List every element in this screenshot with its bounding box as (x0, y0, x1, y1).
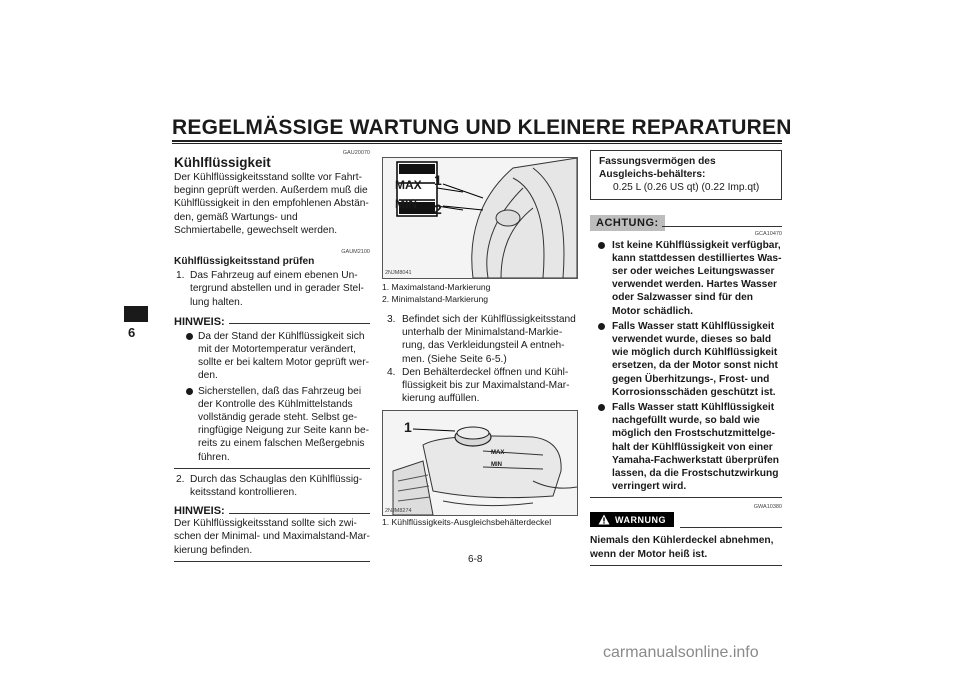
bullet-icon (598, 242, 605, 249)
max-label: MAX (491, 450, 505, 456)
watermark-link[interactable]: carmanualsonline.info (603, 644, 759, 661)
page-number: 6-8 (468, 554, 483, 565)
section-rule (174, 468, 370, 469)
caption-item: 2. Minimalstand-Markierung (382, 293, 489, 304)
warnung-badge (590, 512, 674, 527)
hinweis-bullet (174, 330, 370, 383)
hinweis-text: Der Kühlflüssigkeitsstand sollte sich zwi-schen der Minimal- und Maximalstand-Mar-kierung befinden. (174, 518, 370, 556)
doc-code: GAUM2100 (341, 249, 370, 256)
step-item (174, 473, 370, 499)
step-number: 1. (176, 270, 185, 282)
intro-paragraph: Der Kühlflüssigkeitsstand sollte vor Fahrt-beginn geprüft werden. Außerdem muß die Kühlflüssigkeit in den empfohlenen Abstän-den, gemäß Wartungs- und Schmiertabelle, gewechselt werden. (174, 172, 369, 236)
callout-1: 1 (434, 172, 442, 188)
figure1-captions (382, 282, 582, 305)
step-item (174, 269, 370, 309)
step-text: Befindet sich der Kühlflüssigkeitsstand unterhalb der Minimalstand-Markie-rung, das Verkleidungsteil A entneh-men. (Siehe Seite 6-5.) (402, 314, 576, 365)
achtung-badge: ACHTUNG: (590, 215, 665, 231)
bullet-icon (186, 388, 193, 395)
warnung-text: Niemals den Kühlerdeckel abnehmen, wenn der Motor heiß ist. (590, 535, 774, 560)
figure2-caption: 1. Kühlflüssigkeits-Ausgleichsbehälterdeckel (382, 517, 552, 527)
hinweis-heading (174, 316, 370, 328)
min-label: MIN (395, 197, 417, 211)
figure-code: 2NJM8274 (385, 508, 412, 514)
step-item (382, 313, 578, 366)
warnung-heading (590, 512, 782, 530)
warnung-line (680, 527, 782, 528)
bullet-text: Ist keine Kühlflüssigkeit verfügbar, kann stattdessen destilliertes Was-ser oder weiches Leitungswasser verwendet werden. Hartes Wasser oder Salzwasser sind für den Motor schädlich. (612, 239, 782, 317)
achtung-bullet (590, 401, 782, 493)
achtung-bullet (590, 320, 782, 399)
hinweis-line (229, 323, 370, 324)
title-rule (172, 140, 782, 142)
doc-code: GCA10470 (754, 230, 782, 237)
section-rule (174, 561, 370, 562)
left-column (174, 150, 370, 562)
step-number: 4. (387, 366, 396, 378)
step-text: Das Fahrzeug auf einem ebenen Un-tergrund abstellen und in gerader Stel-lung halten. (190, 270, 364, 308)
max-label: MAX (395, 178, 422, 192)
subsection-title: Kühlflüssigkeitsstand prüfen (174, 256, 315, 268)
step-item (382, 366, 578, 406)
capacity-value: 0.25 L (0.26 US qt) (0.22 Imp.qt) (613, 182, 760, 194)
hinweis-label: HINWEIS: (174, 505, 225, 518)
section-rule (590, 565, 782, 566)
bullet-text: Falls Wasser statt Kühlflüssigkeit verwendet wurde, dieses so bald wie möglich durch Kühlflüssigkeit ersetzen, da der Motor sonst nicht gegen Überhitzungs-, Frost- und Korrosionsschäden geschützt ist. (612, 320, 778, 398)
warnung-label: WARNUNG (615, 514, 666, 525)
step-number: 2. (176, 473, 185, 485)
chapter-number: 6 (128, 325, 136, 340)
callout-2: 2 (434, 201, 442, 217)
figure-code: 2NJM8041 (385, 270, 412, 276)
capacity-box (590, 150, 782, 200)
caption-item: 1. Maximalstand-Markierung (382, 282, 491, 292)
doc-code: GAU20070 (342, 150, 370, 156)
bullet-icon (598, 404, 605, 411)
section-rule (590, 497, 782, 498)
achtung-heading (590, 213, 782, 229)
page-title: REGELMÄSSIGE WARTUNG UND KLEINERE REPARATUREN (172, 116, 792, 139)
bullet-text: Sicherstellen, daß das Fahrzeug bei der Kontrolle des Kühlmittelstands vollständig gerade steht. Selbst ge-ringfügige Neigung zur Seite kann be-reits zu einem falschen Meßergebnis führen. (198, 385, 370, 463)
bullet-text: Da der Stand der Kühlflüssigkeit sich mit der Motortemperatur verändert, sollte er bei kaltem Motor geprüft wer-den. (198, 330, 369, 382)
chapter-tab (124, 306, 148, 322)
middle-steps (382, 313, 578, 405)
section-title: Kühlflüssigkeit (174, 155, 271, 170)
min-label: MIN (491, 462, 502, 468)
achtung-bullet (590, 239, 782, 318)
right-column (590, 150, 782, 566)
bullet-icon (186, 333, 193, 340)
hinweis-bullet (174, 385, 370, 464)
capacity-label: Fassungsvermögen des Ausgleichs-behälters: (599, 156, 716, 181)
step-number: 3. (387, 314, 396, 325)
callout-1: 1 (404, 419, 412, 435)
warning-triangle-icon (598, 514, 610, 525)
hinweis-line (229, 513, 370, 514)
step-text: Den Behälterdeckel öffnen und Kühl-flüssigkeit bis zur Maximalstand-Mar-kierung auffüllen. (402, 366, 570, 405)
sight-glass-illustration (383, 158, 577, 278)
reservoir-sight-glass-figure (382, 157, 578, 279)
bullet-icon (598, 323, 605, 330)
doc-code: GWA10380 (753, 504, 782, 511)
bullet-text: Falls Wasser statt Kühlflüssigkeit nachgefüllt wurde, so bald wie möglich den Frostschutzmittelge-halt der Kühlflüssigkeit von einer Yamaha-Fachwerkstatt überprüfen lassen, da die Frostschutzwirkung verringert wird. (612, 402, 780, 493)
hinweis-label: HINWEIS: (174, 315, 225, 328)
achtung-line (662, 226, 782, 227)
reservoir-illustration (383, 411, 577, 515)
hinweis-heading (174, 505, 370, 517)
step-text: Durch das Schauglas den Kühlflüssig-keitsstand kontrollieren. (190, 473, 363, 499)
title-rule-thin (172, 143, 782, 144)
